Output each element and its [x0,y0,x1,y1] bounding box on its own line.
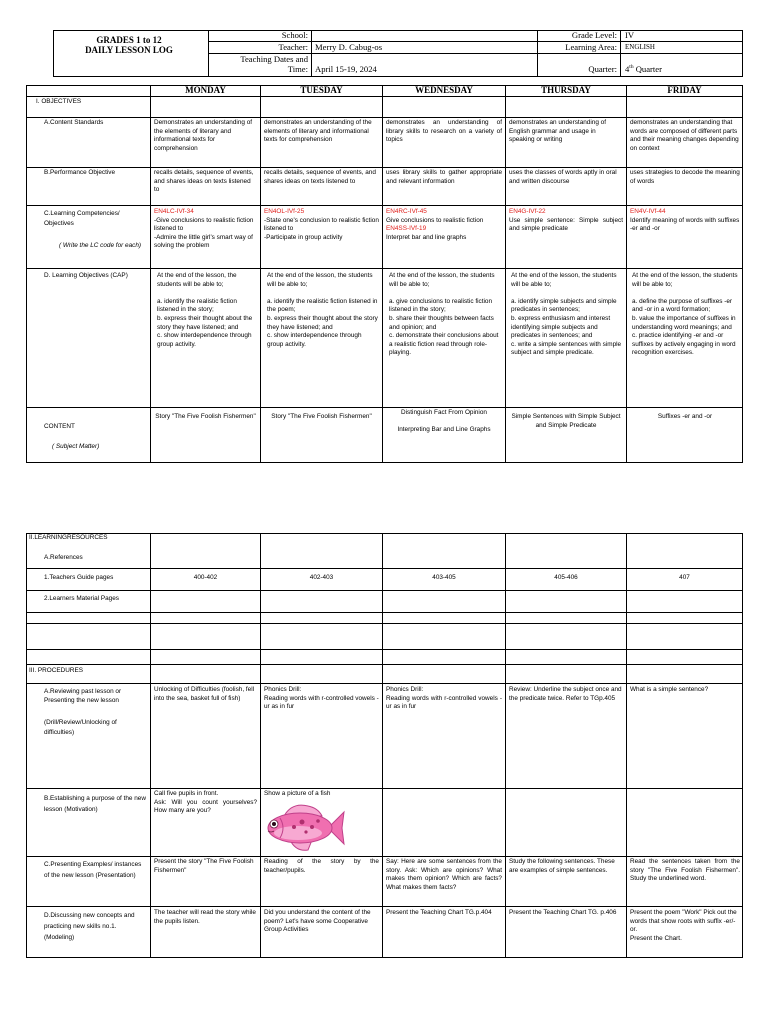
competencies-label-2: Objectives [44,220,74,227]
resources-section-label: II.LEARNINGRESOURCES [29,534,108,541]
content-standard-thursday: demonstrates an understanding of English grammar and usage in speaking or writing [509,119,606,144]
cap-friday: At the end of the lesson, the students will be able to; a. define the purpose of suffixes -er and -or in a word formation; b. value the importance of suffixes in understanding word meanings; and c. practice identifying -er and -or suffixes by actively engaging in word recognition exercises. [632,272,738,357]
day-header-wednesday: WEDNESDAY [415,86,473,95]
day-header-tuesday: TUESDAY [300,86,343,95]
lc-code-2: EN4SS-IVf-19 [386,225,427,233]
tg-pages-tuesday: 402-403 [309,574,334,581]
proc-d-label: D.Discussing new concepts and practicing new skills no.1. (Modeling) [44,912,135,941]
competency-wednesday [386,208,502,242]
day-header-monday: MONDAY [185,86,226,95]
lc-code: EN4V-IVf-44 [630,208,666,215]
cap-tuesday: At the end of the lesson, the students will be able to; a. identify the realistic fiction listened in the poem; b. express their thought about the story they have listened; and c. show interdependence through group activity. [267,272,378,348]
school-label: School: [281,31,308,40]
lm-pages-label: 2.Learners Material Pages [44,595,119,602]
cap-label: D. Learning Objectives (CAP) [44,272,128,279]
log-title-line2: DAILY LESSON LOG [85,46,173,55]
log-title-line1: GRADES 1 to 12 [96,36,162,45]
content-standard-monday: Demonstrates an understanding of the elements of literary and informational texts for comprehension [154,119,253,152]
proc-c-thursday: Study the following sentences. These are examples of simple sentences. [509,858,615,874]
proc-d-friday: Present the poem "Work" Pick out the words that show roots with suffix -er/-or. Present the Chart. [630,909,737,942]
lc-text-2: Interpret bar and line graphs [386,233,467,241]
proc-a-friday: What is a simple sentence? [630,686,709,693]
teacher-label: Teacher: [278,43,308,52]
lc-text: -State one's conclusion to realistic fiction listened to -Participate in group activity [264,216,379,241]
performance-wednesday: uses library skills to gather appropriate and relevant information [386,169,502,185]
performance-thursday: uses the classes of words aptly in oral and written discourse [509,169,617,185]
proc-d-thursday: Present the Teaching Chart TG. p.406 [509,909,617,916]
area-value: ENGLISH [625,43,655,51]
proc-a-thursday: Review: Underline the subject once and the predicate twice. Refer to TGp.405 [509,686,622,702]
proc-a-monday: Unlocking of Difficulties (foolish, fell into the sea, basket full of fish) [154,686,255,702]
lc-code: EN4OL-IVf-25 [264,208,305,215]
proc-c-monday: Present the story "The Five Foolish Fishermen" [154,858,254,874]
lc-text: Give conclusions to realistic fiction [386,216,484,224]
competencies-note: ( Write the LC code for each) [58,242,142,249]
quarter-label: Quarter: [588,65,617,74]
lc-code: EN4LC-IVf-34 [154,208,194,215]
proc-b-label: B.Establishing a purpose of the new lesson (Motivation) [44,795,146,813]
tg-pages-monday: 400-402 [193,574,218,581]
content-standard-friday: demonstrates an understanding that words are composed of different parts and their meaning changes depending on context [630,119,739,152]
day-header-thursday: THURSDAY [541,86,591,95]
tg-pages-wednesday: 403-405 [432,574,456,581]
grade-label: Grade Level: [571,31,617,40]
dates-label-2: Time: [287,65,308,74]
lc-code: EN4G-IVf-22 [509,208,546,215]
grade-value: IV [625,31,635,40]
performance-tuesday: recalls details, sequence of events, and shares ideas on texts listened to [264,169,376,185]
proc-c-tuesday: Reading of the story by the teacher/pupils. [264,858,379,874]
procedures-section-label: III. PROCEDURES [29,667,83,674]
content-standard-wednesday: demonstrates an understanding of library skills to research on a variety of topics [386,119,502,144]
proc-d-monday: The teacher will read the story while the pupils listen. [154,909,256,925]
dates-value: April 15-19, 2024 [315,65,377,74]
area-label: Learning Area: [565,43,617,52]
performance-friday: uses strategies to decode the meaning of words [630,169,740,185]
proc-c-friday: Read the sentences taken from the story "The Five Foolish Fishermen". Study the underlined word. [630,858,740,883]
fish-picture [262,800,346,856]
cap-thursday: At the end of the lesson, the students will be able to; a. identify simple subjects and simple predicates in sentences; b. express enthusiasm and interest identifying simple subjects and predicates in sentences; and c. write a simple sentences with simple subject and simple predicate. [511,272,622,357]
proc-c-wednesday: Say: Here are some sentences from the story. Ask: Which are opinions? What makes them opinion? Which are facts? What makes them facts? [386,858,502,891]
lc-text: Identify meaning of words with suffixes -er and -or [630,216,740,233]
competency-monday [154,208,257,251]
content-monday: Story "The Five Foolish Fishermen" [155,413,256,420]
competency-friday [630,208,740,234]
dates-label-1: Teaching Dates and [240,55,308,64]
performance-label: B.Performance Objective [44,169,116,176]
lc-text: Use simple sentence: Simple subject and simple predicate [509,216,623,233]
cap-wednesday: At the end of the lesson, the students will be able to; a. give conclusions to realistic fiction listened in the story; b. share their thoughts between facts and opinion; and c. demonstrate their conclusions about a realistic fiction read through role-playing. [389,272,499,357]
content-sub-label: ( Subject Matter) [52,443,100,450]
proc-a-wednesday: Phonics Drill: Reading words with r-controlled vowels -ur as in fur [386,686,502,711]
content-wednesday: Distinguish Fact From Opinion Interpreting Bar and Line Graphs [397,409,491,434]
proc-a-label: A.Reviewing past lesson or Presenting the new lesson [44,688,122,704]
lc-code: EN4RC-IVf-45 [386,208,427,215]
objectives-section-label: I. OBJECTIVES [36,98,82,105]
proc-d-tuesday: Did you understand the content of the poem? Let's have some Cooperative Group Activities [264,909,371,934]
cap-monday: At the end of the lesson, the students will be able to; a. identify the realistic fiction listened in the story; b. express their thought about the story they have listened; and c. show interdependence through group activity. [157,272,253,348]
tg-pages-label: 1.Teachers Guide pages [44,574,114,581]
performance-monday: recalls details, sequence of events, and shares ideas on texts listened to [154,169,254,194]
quarter-value: 4th Quarter [625,63,662,74]
proc-a-tuesday: Phonics Drill: Reading words with r-controlled vowels -ur as in fur [264,686,379,711]
proc-b-monday: Call five pupils in front. Ask: Will you count yourselves? How many are you? [154,790,257,815]
teacher-value: Merry D. Cabug-os [315,43,383,52]
competency-thursday [509,208,623,234]
lc-text: -Give conclusions to realistic fiction listened to -Admire the little girl's smart way of solving the problem [154,216,254,250]
content-tuesday: Story "The Five Foolish Fishermen" [271,413,372,420]
competency-tuesday [264,208,379,242]
content-standards-label: A.Content Standards [44,119,104,126]
content-standard-tuesday: demonstrates an understanding of the elements of literary and informational texts for comprehension [264,119,372,144]
tg-pages-friday: 407 [679,574,690,581]
competencies-label-1: C.Learning Competencies/ [44,210,120,217]
references-label: A.References [44,554,83,561]
day-header-friday: FRIDAY [667,86,702,95]
tg-pages-thursday: 405-406 [554,574,578,581]
content-label: CONTENT [44,423,75,430]
proc-c-label: C.Presenting Examples/ instances of the new lesson (Presentation) [44,861,142,879]
proc-b-tuesday: Show a picture of a fish [264,790,331,797]
content-friday: Suffixes -er and -or [657,413,713,420]
proc-d-wednesday: Present the Teaching Chart TG.p.404 [386,909,492,916]
content-thursday: Simple Sentences with Simple Subject and Simple Predicate [511,413,621,429]
proc-a-sub-label: (Drill/Review/Unlocking of difficulties) [44,719,117,736]
